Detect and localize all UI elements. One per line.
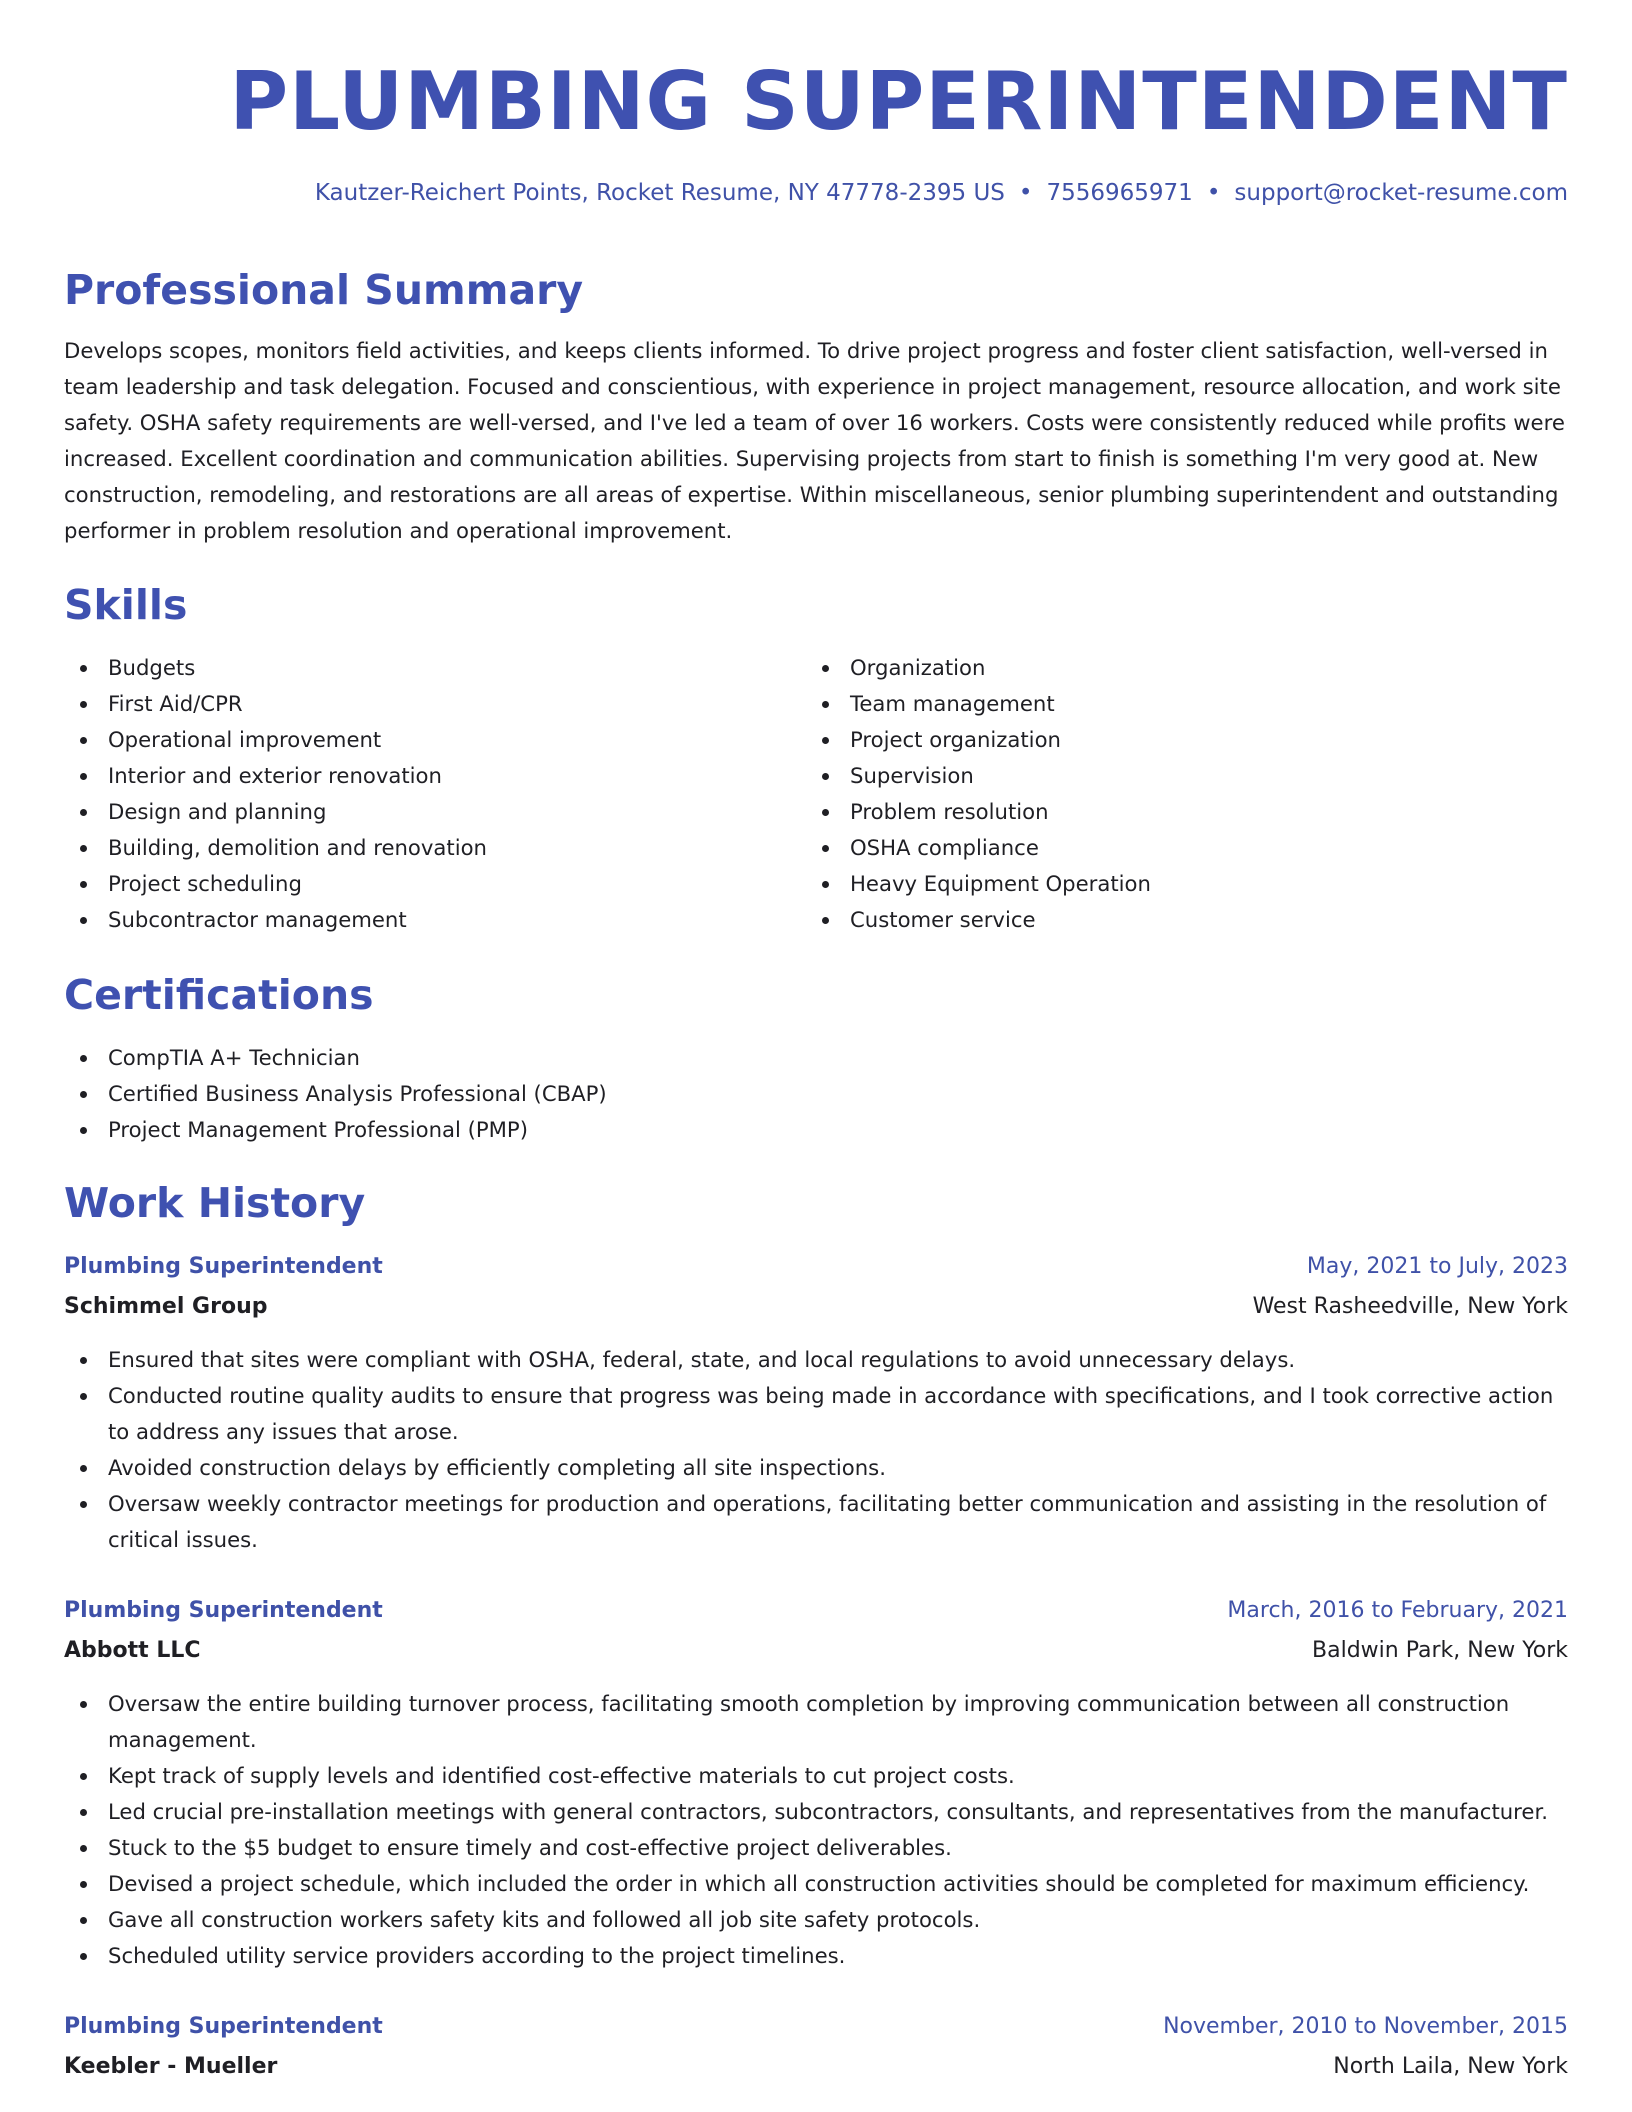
job-bullet: Kept track of supply levels and identified cost-effective materials to cut project costs.: [64, 1758, 1568, 1794]
section-title-summary: Professional Summary: [64, 266, 584, 314]
contact-separator: •: [1206, 180, 1221, 206]
job-company: Schimmel Group: [64, 1294, 268, 1319]
job-bullet: Avoided construction delays by efficiently completing all site inspections.: [64, 1450, 1568, 1486]
job-bullet: Stuck to the $5 budget to ensure timely and cost-effective project deliverables.: [64, 1830, 1568, 1866]
skill-item: Organization: [806, 650, 1151, 686]
job-title: Plumbing Superintendent: [64, 2014, 383, 2039]
skill-item: Customer service: [806, 902, 1151, 938]
section-title-skills: Skills: [64, 581, 188, 629]
skill-item: Project scheduling: [64, 866, 487, 902]
job-dates: November, 2010 to November, 2015: [1163, 2014, 1568, 2039]
skill-item: OSHA compliance: [806, 830, 1151, 866]
contact-separator: •: [1018, 180, 1033, 206]
job-bullet: Scheduled utility service providers according to the project timelines.: [64, 1938, 1568, 1974]
job-bullets: [64, 1686, 1568, 1974]
resume-page: [64, 0, 1568, 2112]
certifications-list: [64, 1040, 607, 1148]
certification-item: Project Management Professional (PMP): [64, 1112, 607, 1148]
job-dates: May, 2021 to July, 2023: [1306, 1254, 1568, 1279]
skill-item: Project organization: [806, 722, 1151, 758]
job-bullet: Conducted routine quality audits to ensure that progress was being made in accordance with specifications, and I took corrective action to address any issues that arose.: [64, 1378, 1568, 1450]
certification-item: Certified Business Analysis Professional (CBAP): [64, 1076, 607, 1112]
section-title-certifications: Certifications: [64, 971, 374, 1019]
job-bullet: Led crucial pre-installation meetings with general contractors, subcontractors, consultants, and representatives from the manufacturer.: [64, 1794, 1568, 1830]
skill-item: First Aid/CPR: [64, 686, 487, 722]
job-bullet: Gave all construction workers safety kits and followed all job site safety protocols.: [64, 1902, 1568, 1938]
skills-list-left: [64, 650, 487, 938]
job-location: North Laila, New York: [1333, 2054, 1568, 2079]
resume-title: PLUMBING SUPERINTENDENT: [229, 55, 1568, 148]
job-bullet: Devised a project schedule, which included the order in which all construction activities should be completed for maximum efficiency.: [64, 1866, 1568, 1902]
section-title-work-history: Work History: [64, 1179, 366, 1227]
summary-text: Develops scopes, monitors field activities, and keeps clients informed. To drive project progress and foster client satisfaction, well-versed in team leadership and task delegation. Focused and conscientious, with experience in project management, resource allocation, and work site safety. OSHA safety requirements are well-versed, and I've led a team of over 16 workers. Costs were consistently reduced while profits were increased. Excellent coordination and communication abilities. Supervising projects from start to finish is something I'm very good at. New construction, remodeling, and restorations are all areas of expertise. Within miscellaneous, senior plumbing superintendent and outstanding performer in problem resolution and operational improvement.: [64, 338, 1565, 543]
skill-item: Building, demolition and renovation: [64, 830, 487, 866]
job-location: Baldwin Park, New York: [1312, 1638, 1568, 1663]
skill-item: Interior and exterior renovation: [64, 758, 487, 794]
contact-phone: 7556965971: [1046, 180, 1193, 206]
skill-item: Problem resolution: [806, 794, 1151, 830]
job-bullet: Oversaw weekly contractor meetings for production and operations, facilitating better communication and assisting in the resolution of critical issues.: [64, 1486, 1568, 1558]
contact-email: support@rocket-resume.com: [1234, 180, 1568, 206]
skills-list-right: [806, 650, 1151, 938]
job-bullets: [64, 1342, 1568, 1558]
skill-item: Team management: [806, 686, 1151, 722]
job-company: Keebler - Mueller: [64, 2054, 278, 2079]
contact-line: [315, 178, 1568, 208]
skill-item: Budgets: [64, 650, 487, 686]
job-company: Abbott LLC: [64, 1638, 201, 1663]
job-location: West Rasheedville, New York: [1252, 1294, 1568, 1319]
skill-item: Heavy Equipment Operation: [806, 866, 1151, 902]
contact-address: Kautzer-Reichert Points, Rocket Resume, NY 47778-2395 US: [314, 180, 1005, 206]
skill-item: Operational improvement: [64, 722, 487, 758]
skill-item: Subcontractor management: [64, 902, 487, 938]
skill-item: Supervision: [806, 758, 1151, 794]
job-title: Plumbing Superintendent: [64, 1598, 383, 1623]
job-bullet: Ensured that sites were compliant with OSHA, federal, state, and local regulations to avoid unnecessary delays.: [64, 1342, 1568, 1378]
certification-item: CompTIA A+ Technician: [64, 1040, 607, 1076]
job-title: Plumbing Superintendent: [64, 1254, 383, 1279]
job-dates: March, 2016 to February, 2021: [1227, 1598, 1568, 1623]
job-bullet: Oversaw the entire building turnover process, facilitating smooth completion by improving communication between all construction management.: [64, 1686, 1568, 1758]
skill-item: Design and planning: [64, 794, 487, 830]
